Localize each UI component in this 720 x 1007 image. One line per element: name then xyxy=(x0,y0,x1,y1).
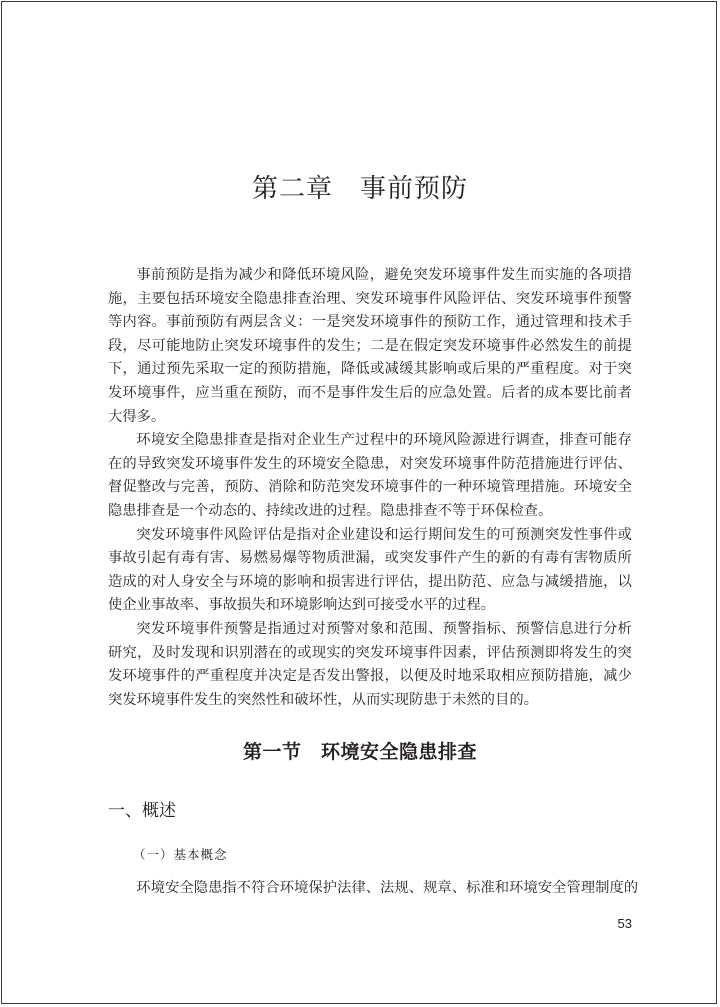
paragraph: 环境安全隐患指不符合环境保护法律、法规、规章、标准和环境安全管理制度的 xyxy=(136,880,639,896)
page-number: 53 xyxy=(617,916,632,931)
paragraph: 突发环境事件预警是指通过对预警对象和范围、预警指标、预警信息进行分析研究，及时发现和识别潜在的或现实的突发环境事件因素，评估预测即将发生的突发环境事件的严重程度并决定是否发出警报，以便及时地采取相应预防措施，减少突发环境事件发生的突然性和破坏性，从而实现防患于未然的目的。 xyxy=(108,620,632,708)
paragraph: 环境安全隐患排查是指对企业生产过程中的环境风险源进行调查，排查可能存在的导致突发环境事件发生的环境安全隐患，对突发环境事件防范措施进行评估、督促整改与完善，预防、消除和防范突发环境事件的一种环境管理措施。环境安全隐患排查是一个动态的、持续改进的过程。隐患排查不等于环保检查。 xyxy=(108,432,632,519)
body-text xyxy=(108,264,632,712)
heading-basic-concept: （一）基本概念 xyxy=(133,847,228,862)
heading-overview: 一、概述 xyxy=(108,801,176,821)
section-title: 第一节 环境安全隐患排查 xyxy=(242,741,477,763)
paragraph: 事前预防是指为减少和降低环境风险，避免突发环境事件发生而实施的各项措施，主要包括环境安全隐患排查治理、突发环境事件风险评估、突发环境事件预警等内容。事前预防有两层含义：一是突发环境事件的预防工作，通过管理和技术手段，尽可能地防止突发环境事件的发生；二是在假定突发环境事件必然发生的前提下，通过预先采取一定的预防措施，降低或减缓其影响或后果的严重程度。对于突发环境事件，应当重在预防，而不是事件发生后的应急处置。后者的成本要比前者大得多。 xyxy=(108,267,632,425)
paragraph: 突发环境事件风险评估是指对企业建设和运行期间发生的可预测突发性事件或事故引起有毒有害、易燃易爆等物质泄漏，或突发事件产生的新的有毒有害物质所造成的对人身安全与环境的影响和损害进行评估，提出防范、应急与减缓措施，以使企业事故率、事故损失和环境影响达到可接受水平的过程。 xyxy=(108,526,632,614)
chapter-title: 第二章 事前预防 xyxy=(251,174,468,204)
